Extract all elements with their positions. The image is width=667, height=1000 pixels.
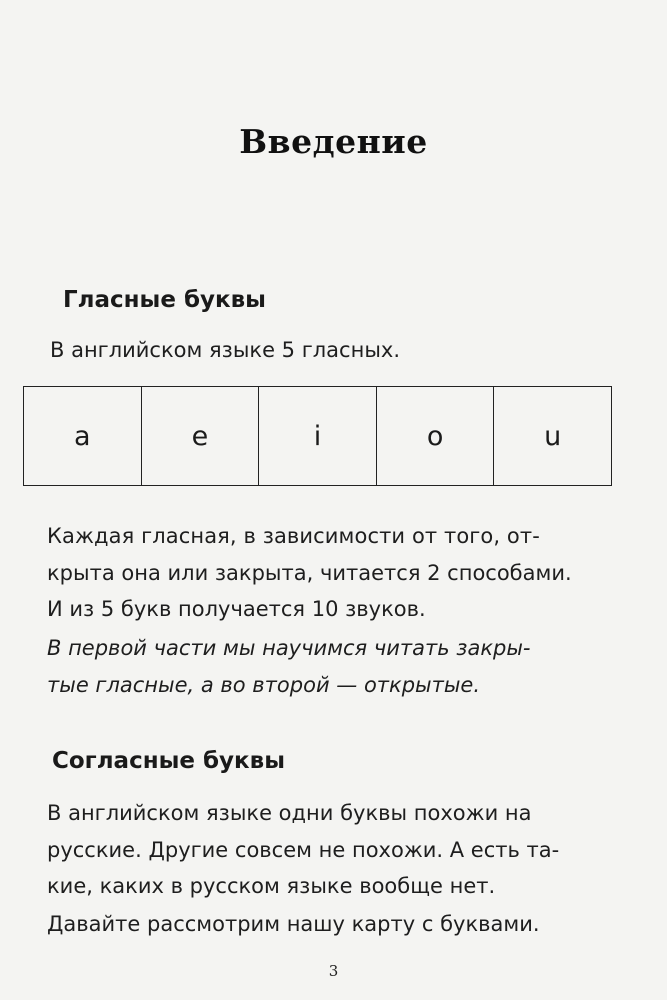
- consonants-heading: Согласные буквы: [52, 748, 286, 774]
- page-title: Введение: [239, 122, 428, 161]
- vowel-cell: a: [24, 387, 142, 486]
- paragraph-line: И из 5 букв получается 10 звуков.: [47, 597, 426, 621]
- italic-line: В первой части мы научимся читать закры-: [47, 636, 531, 660]
- vowel-cell: u: [494, 387, 612, 486]
- vowel-cell: i: [259, 387, 377, 486]
- page-number: 3: [328, 962, 339, 980]
- table-row: [24, 387, 612, 486]
- vowel-letters-table: [23, 386, 612, 486]
- italic-line: тые гласные, а во второй — открытые.: [47, 673, 481, 697]
- paragraph-line: Каждая гласная, в зависимости от того, от-: [47, 524, 540, 548]
- paragraph-line: кие, каких в русском языке вообще нет.: [47, 874, 496, 898]
- paragraph-line: русские. Другие совсем не похожи. А есть та-: [47, 838, 560, 862]
- paragraph-line: Давайте рассмотрим нашу карту с буквами.: [47, 912, 540, 936]
- paragraph-line: В английском языке одни буквы похожи на: [47, 801, 532, 825]
- vowels-intro: В английском языке 5 гласных.: [50, 338, 401, 362]
- vowel-cell: o: [376, 387, 494, 486]
- paragraph-line: крыта она или закрыта, читается 2 способами.: [47, 561, 572, 585]
- vowel-cell: e: [141, 387, 259, 486]
- vowels-heading: Гласные буквы: [63, 287, 266, 313]
